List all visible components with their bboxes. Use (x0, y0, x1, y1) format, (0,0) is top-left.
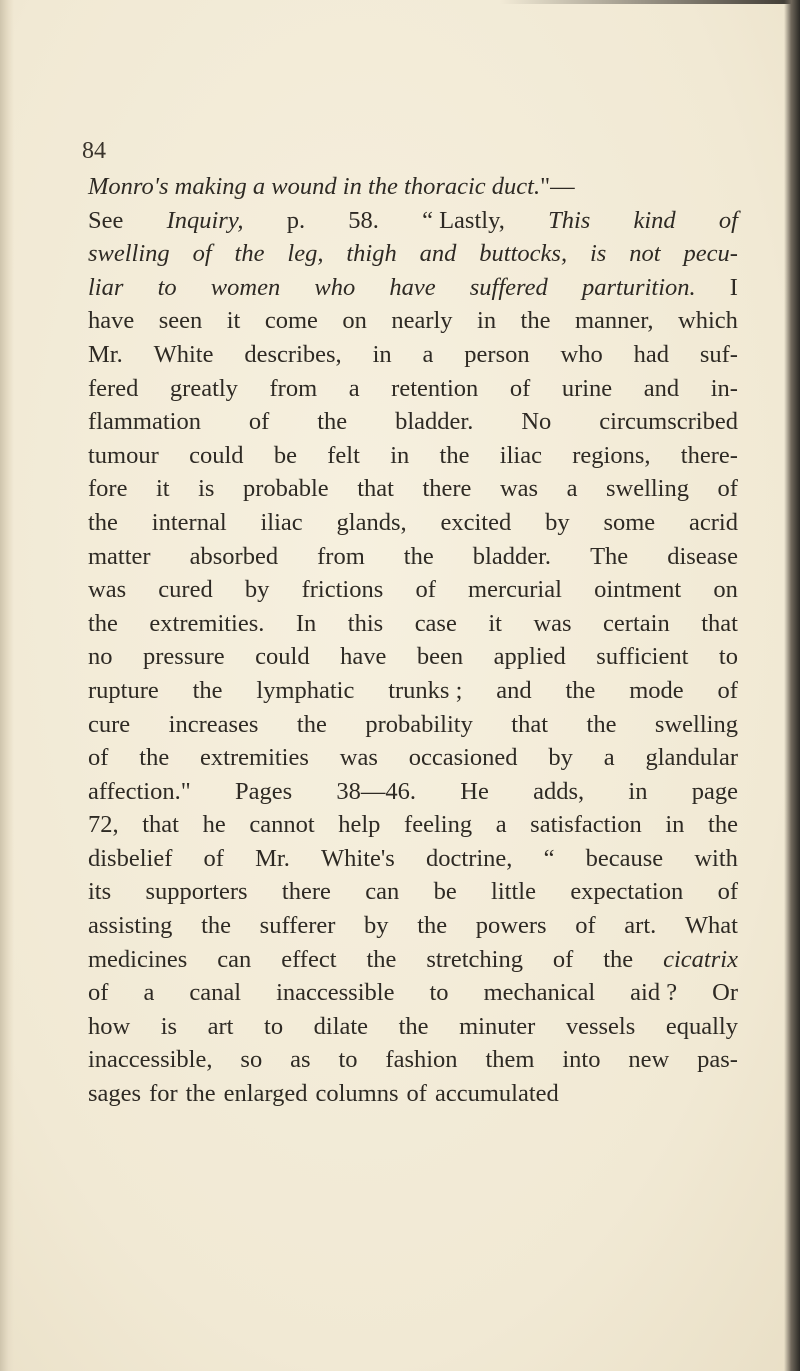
word: swelling (88, 240, 170, 268)
word: cannot (249, 811, 315, 839)
word: have (340, 643, 387, 671)
word: a (495, 811, 507, 839)
word: the (603, 945, 634, 973)
word: cured (158, 576, 213, 604)
word: of (717, 475, 738, 503)
word: mechanical (483, 979, 596, 1007)
word: regions, (572, 441, 651, 469)
word: greatly (169, 374, 238, 402)
text-line (88, 271, 738, 305)
word: urine (561, 374, 613, 402)
word: cicatrix (663, 945, 738, 973)
word: tumour (88, 441, 159, 469)
word: certain (603, 609, 670, 637)
word: pecu- (683, 240, 738, 268)
word: the (201, 912, 231, 940)
word: manner, (574, 307, 654, 335)
word: of (717, 878, 738, 906)
word: of (509, 374, 531, 402)
word: the (520, 307, 551, 335)
word: lymphatic (256, 676, 355, 704)
word: acrid (689, 508, 738, 536)
text-line (88, 976, 738, 1010)
word: can (365, 878, 400, 906)
text-line (88, 372, 738, 406)
word: who (560, 340, 603, 368)
word: minuter (459, 1012, 536, 1040)
page-binding-shadow (0, 0, 14, 1371)
word: by (244, 576, 270, 604)
word: swelling (605, 475, 689, 503)
word: bladder. (472, 542, 552, 570)
word: there- (680, 441, 738, 469)
word: there (422, 475, 472, 503)
word: of (718, 206, 738, 234)
word: dilate (313, 1012, 369, 1040)
word: with (694, 844, 738, 872)
word: in (628, 777, 648, 805)
page-top-edge (500, 0, 800, 4)
word: to (718, 643, 738, 671)
word: 58. (348, 206, 379, 234)
word: “ Lastly, (422, 206, 505, 234)
word: the (439, 441, 470, 469)
text-line (88, 909, 738, 943)
text-line (88, 775, 738, 809)
word: of (406, 1080, 427, 1108)
text-line (88, 640, 738, 674)
word: aid ? (630, 979, 678, 1007)
word: 38—46. (336, 777, 417, 805)
word: buttocks, (479, 240, 568, 268)
word: powers (475, 912, 547, 940)
word: enlarged (223, 1080, 308, 1108)
word: extremities. (149, 609, 265, 637)
word: adds, (533, 777, 585, 805)
word: the (403, 542, 434, 570)
word: a (566, 475, 578, 503)
word: to (429, 979, 449, 1007)
word: kind (633, 206, 676, 234)
word: doctrine, (426, 844, 513, 872)
word: frictions (301, 576, 384, 604)
word: is (160, 1012, 178, 1040)
text-line (88, 1010, 738, 1044)
word: was (339, 744, 378, 772)
word: suffered (469, 273, 548, 301)
word: on (713, 576, 738, 604)
word: come (264, 307, 318, 335)
word: as (290, 1046, 311, 1074)
word: parturition. (581, 273, 696, 301)
word: from (269, 374, 318, 402)
word: the (139, 744, 170, 772)
word: a (348, 374, 360, 402)
word: thigh (346, 240, 397, 268)
word: pas- (697, 1046, 738, 1074)
word: that (701, 609, 738, 637)
word: 72, (88, 811, 119, 839)
word: its (88, 878, 112, 906)
word: disease (667, 542, 738, 570)
word: disbelief (88, 844, 173, 872)
word: not (629, 240, 661, 268)
word: had (633, 340, 669, 368)
word: the (565, 676, 596, 704)
word: liar (88, 273, 124, 301)
word: in (372, 340, 392, 368)
word: probability (365, 710, 473, 738)
word: some (603, 508, 656, 536)
word: the (234, 240, 265, 268)
word: there (281, 878, 331, 906)
word: fashion (385, 1046, 458, 1074)
word: could (189, 441, 244, 469)
word: of (192, 240, 212, 268)
word: glandular (645, 744, 738, 772)
page-number: 84 (82, 138, 106, 164)
word: of (717, 676, 738, 704)
word: a (143, 979, 155, 1007)
word: fered (88, 374, 139, 402)
word: it (488, 609, 502, 637)
word: the (708, 811, 738, 839)
word: Inquiry, (166, 206, 244, 234)
text-line (88, 741, 738, 775)
word: it (155, 475, 170, 503)
text-line (88, 540, 738, 574)
word: that (357, 475, 394, 503)
word: internal (151, 508, 227, 536)
word: ointment (594, 576, 682, 604)
word: See (88, 206, 124, 234)
body-text (88, 170, 738, 1111)
word: satisfaction (530, 811, 642, 839)
word: be (433, 878, 457, 906)
word: fore (88, 475, 128, 503)
word: bladder. (395, 408, 474, 436)
word: no (88, 643, 113, 671)
word: a (422, 340, 434, 368)
word: cure (88, 710, 131, 738)
word: the (366, 945, 397, 973)
word: I (729, 273, 738, 301)
word: he (202, 811, 226, 839)
word: of (552, 945, 574, 973)
word: into (562, 1046, 601, 1074)
word: on (342, 307, 367, 335)
word: been (416, 643, 464, 671)
word: Mr. (88, 340, 123, 368)
word: sufficient (596, 643, 689, 671)
word: the (185, 1080, 216, 1108)
word: felt (327, 441, 360, 469)
word: White (153, 340, 214, 368)
word: of (415, 576, 436, 604)
word: flammation (88, 408, 201, 436)
word: art (207, 1012, 234, 1040)
word: of (88, 979, 109, 1007)
word: iliac (260, 508, 303, 536)
word: accumulated (434, 1080, 559, 1108)
word: which (678, 307, 738, 335)
text-line (88, 506, 738, 540)
page-right-edge (784, 0, 800, 1371)
word: inaccessible, (88, 1046, 213, 1074)
text-line (88, 439, 738, 473)
word: help (338, 811, 381, 839)
word: in (390, 441, 410, 469)
text-line (88, 708, 738, 742)
word: p. (286, 206, 306, 234)
word: of (575, 912, 596, 940)
word: the (586, 710, 617, 738)
word: retention (391, 374, 479, 402)
word: so (240, 1046, 263, 1074)
word: this (347, 609, 384, 637)
word: mercurial (468, 576, 562, 604)
text-line (88, 875, 738, 909)
word: that (511, 710, 549, 738)
word: that (142, 811, 179, 839)
word: to (338, 1046, 358, 1074)
word: the (398, 1012, 429, 1040)
word: of (88, 744, 109, 772)
word: new (628, 1046, 670, 1074)
text-line (88, 170, 738, 204)
text-line (88, 472, 738, 506)
word: sages (88, 1080, 142, 1108)
text-line (88, 573, 738, 607)
word: iliac (499, 441, 542, 469)
word: the (192, 676, 223, 704)
text-line (88, 1077, 738, 1111)
word: have (389, 273, 436, 301)
word: White's (321, 844, 395, 872)
word: mode (629, 676, 684, 704)
word: vessels (565, 1012, 636, 1040)
text-line (88, 1043, 738, 1077)
word: occasioned (408, 744, 518, 772)
word: effect (281, 945, 337, 973)
word: rupture (88, 676, 159, 704)
word: applied (493, 643, 566, 671)
word: stretching (426, 945, 523, 973)
word: glands, (336, 508, 407, 536)
word: circumscribed (599, 408, 738, 436)
word: probable (242, 475, 329, 503)
word: was (533, 609, 572, 637)
word: the (296, 710, 327, 738)
word: and (419, 240, 457, 268)
word: by (548, 744, 573, 772)
word: inaccessible (276, 979, 395, 1007)
word: seen (158, 307, 203, 335)
word: equally (665, 1012, 738, 1040)
word: Pages (235, 777, 293, 805)
word: He (460, 777, 489, 805)
word: The (590, 542, 629, 570)
word: Monro's making a wound in the thoracic duct."— (88, 173, 575, 200)
word: feeling (404, 811, 473, 839)
word: for (149, 1080, 178, 1108)
word: the (88, 609, 118, 637)
word: by (364, 912, 389, 940)
word: swelling (654, 710, 738, 738)
word: a (603, 744, 615, 772)
word: in (665, 811, 685, 839)
word: excited (440, 508, 512, 536)
word: nearly (391, 307, 453, 335)
word: sufferer (259, 912, 336, 940)
word: supporters (145, 878, 248, 906)
word: What (684, 912, 738, 940)
word: the (317, 408, 348, 436)
word: be (273, 441, 297, 469)
word: medicines (88, 945, 188, 973)
word: “ (543, 844, 555, 872)
word: it (226, 307, 241, 335)
word: little (491, 878, 536, 906)
word: was (88, 576, 127, 604)
word: by (545, 508, 570, 536)
word: to (264, 1012, 284, 1040)
word: was (499, 475, 539, 503)
word: can (217, 945, 252, 973)
word: in (477, 307, 497, 335)
text-line (88, 607, 738, 641)
text-line (88, 943, 738, 977)
word: the (88, 508, 118, 536)
word: the (417, 912, 448, 940)
word: of (203, 844, 224, 872)
text-line (88, 237, 738, 271)
word: page (691, 777, 738, 805)
word: to (157, 273, 177, 301)
word: is (589, 240, 607, 268)
word: art. (624, 912, 657, 940)
word: absorbed (189, 542, 279, 570)
word: have (88, 307, 135, 335)
word: extremities (200, 744, 309, 772)
word: could (255, 643, 310, 671)
word: leg, (287, 240, 324, 268)
word: suf- (699, 340, 738, 368)
text-line (88, 204, 738, 238)
text-line (88, 674, 738, 708)
text-line (88, 338, 738, 372)
word: canal (189, 979, 242, 1007)
word: pressure (143, 643, 225, 671)
word: of (248, 408, 270, 436)
word: who (314, 273, 356, 301)
word: and (496, 676, 532, 704)
word: trunks ; (388, 676, 463, 704)
word: describes, (244, 340, 342, 368)
word: In (295, 609, 317, 637)
word: and (643, 374, 680, 402)
text-line (88, 304, 738, 338)
word: in- (710, 374, 738, 402)
text-line (88, 842, 738, 876)
word: increases (168, 710, 259, 738)
word: person (464, 340, 530, 368)
word: affection." (88, 777, 191, 805)
word: columns (315, 1080, 399, 1108)
word: Or (712, 979, 738, 1007)
word: This (548, 206, 591, 234)
word: women (210, 273, 281, 301)
word: is (198, 475, 215, 503)
word: because (585, 844, 664, 872)
word: No (521, 408, 552, 436)
word: case (414, 609, 457, 637)
word: how (88, 1012, 131, 1040)
word: from (317, 542, 365, 570)
word: expectation (570, 878, 684, 906)
word: Mr. (255, 844, 290, 872)
text-line (88, 808, 738, 842)
text-line (88, 405, 738, 439)
word: them (485, 1046, 535, 1074)
word: matter (88, 542, 151, 570)
word: assisting (88, 912, 173, 940)
